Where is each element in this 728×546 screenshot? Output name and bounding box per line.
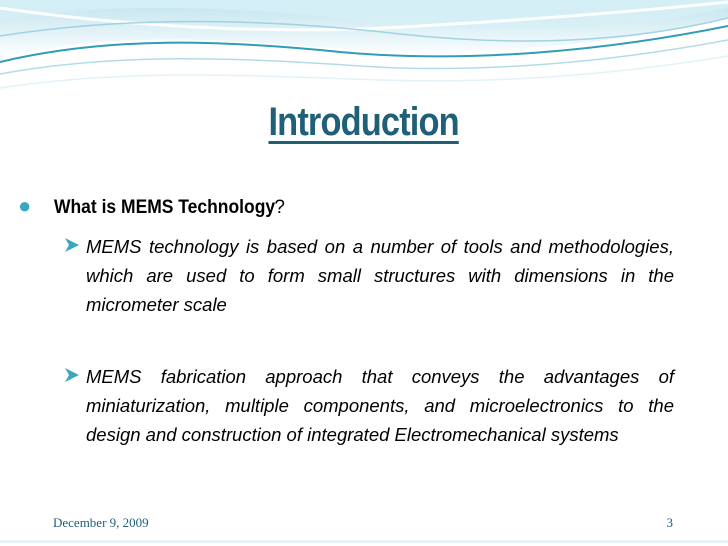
sub-bullet-1 bbox=[62, 232, 674, 319]
main-bullet-suffix: ? bbox=[274, 197, 285, 218]
arrow-bullet-icon bbox=[62, 367, 82, 383]
slide-title-text: Introduction bbox=[268, 100, 460, 144]
sub-bullet-2 bbox=[62, 362, 674, 449]
sub-bullet-1-text: MEMS technology is based on a number of tools and methodologies, which are used to form small structures with dimensions in the micrometer scale bbox=[86, 236, 674, 315]
main-bullet bbox=[18, 195, 698, 219]
footer-date: December 9, 2009 bbox=[53, 515, 149, 530]
arrow-bullet-icon bbox=[62, 237, 82, 253]
footer-page-number: 3 bbox=[666, 515, 673, 530]
sub-bullet-2-text: MEMS fabrication approach that conveys the advantages of miniaturization, multiple components, and microelectronics to the design and construction of integrated Electromechanical systems bbox=[86, 366, 674, 445]
main-bullet-bold-text: What is MEMS Technology bbox=[54, 197, 276, 218]
header-wave-decoration bbox=[0, 0, 728, 95]
bottom-divider bbox=[0, 540, 728, 543]
slide-title bbox=[0, 100, 728, 145]
bullet-dot-icon: ● bbox=[18, 193, 32, 218]
